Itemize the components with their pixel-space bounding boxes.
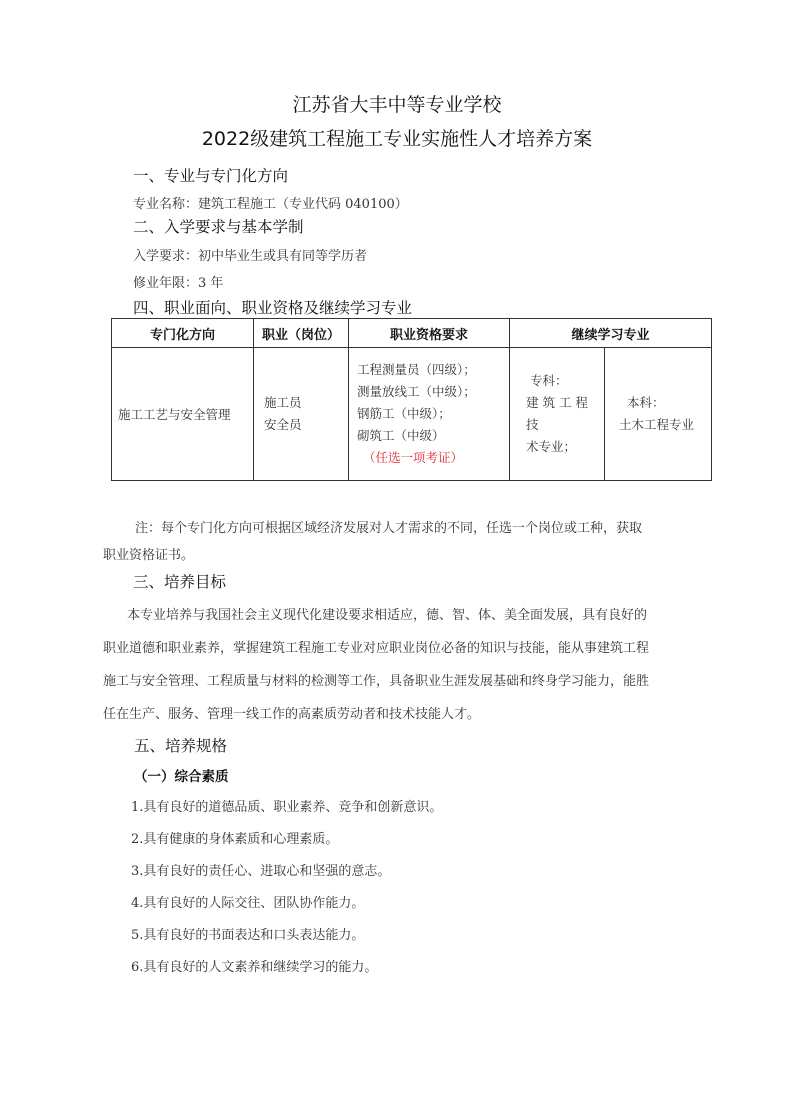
- benke-label: 本科：: [627, 395, 665, 410]
- section1-heading: 一、专业与专门化方向: [133, 167, 289, 185]
- quality-item: 5.具有良好的书面表达和口头表达能力。: [131, 928, 365, 943]
- quality-item: 3.具有良好的责任心、进取心和坚强的意志。: [131, 864, 391, 879]
- quality-item: 2.具有健康的身体素质和心理素质。: [131, 832, 339, 847]
- career-table: [111, 318, 712, 481]
- cell-jobs: [254, 348, 349, 481]
- subsection-heading: （一）综合素质: [134, 769, 229, 785]
- cert-item: 砌筑工（中级）: [357, 428, 445, 443]
- cell-direction: 施工工艺与安全管理: [112, 348, 254, 481]
- zhuanke-label: 专科：: [530, 373, 568, 388]
- cert-item: 钢筋工（中级）；: [357, 406, 451, 421]
- job-item: 施工员: [264, 395, 302, 410]
- document-title: 2022级建筑工程施工专业实施性人才培养方案: [201, 128, 593, 150]
- school-name: 江苏省大丰中等专业学校: [292, 94, 502, 116]
- job-item: 安全员: [264, 417, 302, 432]
- zhuanke-line: 术专业；: [526, 439, 577, 454]
- header-direction: 专门化方向: [112, 319, 254, 348]
- table-header-row: [112, 319, 712, 348]
- goal-line: 职业道德和职业素养，掌握建筑工程施工专业对应职业岗位必备的知识与技能，能从事建筑工程: [103, 641, 650, 656]
- cell-certifications: [349, 348, 510, 481]
- header-job: 职业（岗位）: [254, 319, 349, 348]
- zhuanke-line: 建 筑 工 程 技: [526, 395, 588, 432]
- section3-heading: 三、培养目标: [133, 573, 227, 591]
- benke-line: 土木工程专业: [619, 417, 695, 432]
- header-certification: 职业资格要求: [349, 319, 510, 348]
- major-name: 专业名称：建筑工程施工（专业代码 040100）: [133, 197, 408, 212]
- section4-heading: 四、职业面向、职业资格及继续学习专业: [133, 299, 413, 317]
- cert-item: 测量放线工（中级）；: [357, 384, 476, 399]
- goal-line: 施工与安全管理、工程质量与材料的检测等工作，具备职业生涯发展基础和终身学习能力，能胜: [103, 674, 650, 689]
- cert-note: （任选一项考证）: [363, 450, 464, 465]
- table-note-line1: 注：每个专门化方向可根据区域经济发展对人才需求的不同，任选一个岗位或工种，获取: [135, 521, 643, 536]
- header-further-study: 继续学习专业: [510, 319, 712, 348]
- quality-item: 1.具有良好的道德品质、职业素养、竞争和创新意识。: [131, 800, 443, 815]
- entry-requirement: 入学要求：初中毕业生或具有同等学历者: [133, 249, 368, 264]
- section2-heading: 二、入学要求与基本学制: [133, 218, 304, 236]
- cert-item: 工程测量员（四级）；: [357, 362, 476, 377]
- quality-item: 6.具有良好的人文素养和继续学习的能力。: [131, 960, 378, 975]
- goal-line: 任在生产、服务、管理一线工作的高素质劳动者和技术技能人才。: [103, 707, 481, 722]
- study-duration: 修业年限：3 年: [133, 276, 224, 291]
- goal-line: 本专业培养与我国社会主义现代化建设要求相适应，德、智、体、美全面发展，具有良好的: [127, 608, 648, 623]
- table-note-line2: 职业资格证书。: [103, 548, 195, 563]
- cell-zhuanke: [510, 348, 605, 481]
- table-row: [112, 348, 712, 481]
- quality-item: 4.具有良好的人际交往、团队协作能力。: [131, 896, 365, 911]
- cell-benke: [605, 348, 712, 481]
- section5-heading: 五、培养规格: [134, 737, 228, 755]
